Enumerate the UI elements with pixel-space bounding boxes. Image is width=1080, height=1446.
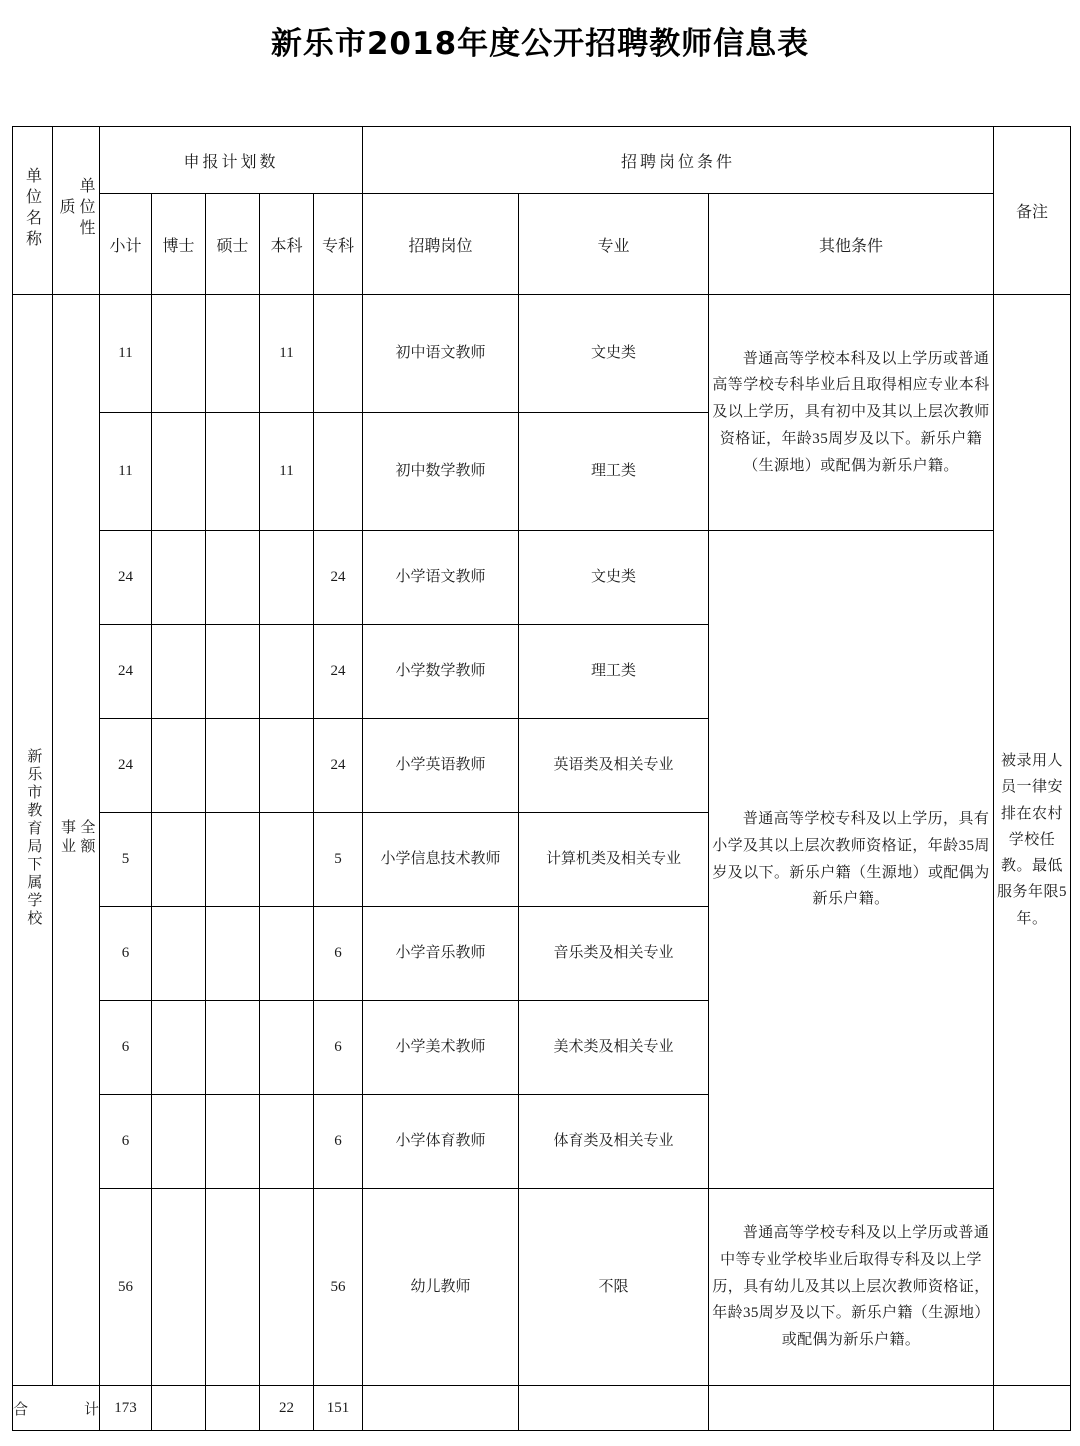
- cell-master: [206, 625, 260, 719]
- cell-subtotal: 6: [100, 1001, 152, 1095]
- table-row: [13, 1189, 1071, 1386]
- cell-master: [206, 1001, 260, 1095]
- cell-major: 不限: [519, 1189, 709, 1386]
- total-master: [206, 1386, 260, 1431]
- cell-college: 24: [314, 531, 363, 625]
- total-position: [363, 1386, 519, 1431]
- cell-condition-primary: 普通高等学校专科及以上学历，具有小学及其以上层次教师资格证，年龄35周岁及以下。新乐户籍（生源地）或配偶为新乐户籍。: [709, 531, 994, 1189]
- unit-name-value: 新乐市教育局下属学校: [25, 747, 42, 928]
- unit-nature-value: 全额事业: [59, 818, 95, 857]
- header-doctor: 博士: [152, 194, 206, 295]
- cell-major: 文史类: [519, 295, 709, 413]
- cell-doctor: [152, 1001, 206, 1095]
- table-header-row-1: [13, 127, 1071, 194]
- header-college: 专科: [314, 194, 363, 295]
- cell-college: 6: [314, 1095, 363, 1189]
- cell-doctor: [152, 719, 206, 813]
- header-other-conditions: 其他条件: [709, 194, 994, 295]
- cell-major: 理工类: [519, 625, 709, 719]
- cell-major: 理工类: [519, 413, 709, 531]
- cell-position: 小学语文教师: [363, 531, 519, 625]
- header-master: 硕士: [206, 194, 260, 295]
- cell-bachelor: [260, 719, 314, 813]
- cell-unit-name: [13, 295, 53, 1386]
- cell-college: 6: [314, 907, 363, 1001]
- header-major: 专业: [519, 194, 709, 295]
- cell-college: [314, 413, 363, 531]
- cell-bachelor: [260, 531, 314, 625]
- cell-bachelor: [260, 813, 314, 907]
- header-position: 招聘岗位: [363, 194, 519, 295]
- total-doctor: [152, 1386, 206, 1431]
- header-plan-group: 申报计划数: [100, 127, 363, 194]
- cell-major: 文史类: [519, 531, 709, 625]
- cell-remark: 被录用人员一律安排在农村学校任教。最低服务年限5年。: [994, 295, 1071, 1386]
- cell-bachelor: [260, 1095, 314, 1189]
- cell-major: 体育类及相关专业: [519, 1095, 709, 1189]
- cell-subtotal: 24: [100, 625, 152, 719]
- cell-subtotal: 11: [100, 295, 152, 413]
- cell-position: 初中数学教师: [363, 413, 519, 531]
- header-condition-group: 招聘岗位条件: [363, 127, 994, 194]
- total-major: [519, 1386, 709, 1431]
- cell-master: [206, 719, 260, 813]
- cell-bachelor: [260, 1001, 314, 1095]
- cell-position: 小学美术教师: [363, 1001, 519, 1095]
- cell-bachelor: 11: [260, 413, 314, 531]
- cell-college: 5: [314, 813, 363, 907]
- cell-college: 56: [314, 1189, 363, 1386]
- header-unit-name: [13, 127, 53, 295]
- cell-subtotal: 24: [100, 531, 152, 625]
- cell-subtotal: 24: [100, 719, 152, 813]
- cell-position: 小学体育教师: [363, 1095, 519, 1189]
- cell-unit-nature: [53, 295, 100, 1386]
- header-remark-label: 备注: [1016, 202, 1049, 221]
- cell-major: 计算机类及相关专业: [519, 813, 709, 907]
- cell-position: 幼儿教师: [363, 1189, 519, 1386]
- cell-position: 小学音乐教师: [363, 907, 519, 1001]
- cell-college: 24: [314, 625, 363, 719]
- page-title: 新乐市2018年度公开招聘教师信息表: [270, 26, 810, 62]
- cell-bachelor: 11: [260, 295, 314, 413]
- total-bachelor: 22: [260, 1386, 314, 1431]
- cell-college: 6: [314, 1001, 363, 1095]
- cell-subtotal: 6: [100, 1095, 152, 1189]
- cell-position: 初中语文教师: [363, 295, 519, 413]
- cell-doctor: [152, 531, 206, 625]
- recruitment-table-container: [12, 126, 1070, 1431]
- cell-major: 英语类及相关专业: [519, 719, 709, 813]
- cell-position: 小学英语教师: [363, 719, 519, 813]
- cell-master: [206, 813, 260, 907]
- total-remark: [994, 1386, 1071, 1431]
- cell-doctor: [152, 1189, 206, 1386]
- cell-subtotal: 56: [100, 1189, 152, 1386]
- cell-condition-kindergarten: 普通高等学校专科及以上学历或普通中等专业学校毕业后取得专科及以上学历，具有幼儿及其以上层次教师资格证，年龄35周岁及以下。新乐户籍（生源地）或配偶为新乐户籍。: [709, 1189, 994, 1386]
- total-other-conditions: [709, 1386, 994, 1431]
- cell-college: [314, 295, 363, 413]
- cell-doctor: [152, 295, 206, 413]
- header-bachelor: 本科: [260, 194, 314, 295]
- cell-master: [206, 1189, 260, 1386]
- cell-doctor: [152, 1095, 206, 1189]
- cell-condition-junior-high: 普通高等学校本科及以上学历或普通高等学校专科毕业后且取得相应专业本科及以上学历，具有初中及其以上层次教师资格证，年龄35周岁及以下。新乐户籍（生源地）或配偶为新乐户籍。: [709, 295, 994, 531]
- cell-doctor: [152, 907, 206, 1001]
- table-row: [13, 295, 1071, 413]
- cell-position: 小学信息技术教师: [363, 813, 519, 907]
- total-label: 合计: [13, 1386, 100, 1431]
- cell-subtotal: 6: [100, 907, 152, 1001]
- total-subtotal: 173: [100, 1386, 152, 1431]
- cell-college: 24: [314, 719, 363, 813]
- cell-master: [206, 1095, 260, 1189]
- cell-master: [206, 531, 260, 625]
- cell-bachelor: [260, 907, 314, 1001]
- cell-master: [206, 413, 260, 531]
- header-unit-nature: [53, 127, 100, 295]
- table-row: [13, 531, 1071, 625]
- cell-doctor: [152, 413, 206, 531]
- table-header-row-2: [13, 194, 1071, 295]
- header-subtotal: 小计: [100, 194, 152, 295]
- cell-major: 美术类及相关专业: [519, 1001, 709, 1095]
- cell-position: 小学数学教师: [363, 625, 519, 719]
- header-unit-nature-label: 单位性质: [57, 177, 96, 240]
- cell-bachelor: [260, 1189, 314, 1386]
- cell-major: 音乐类及相关专业: [519, 907, 709, 1001]
- table-total-row: [13, 1386, 1071, 1431]
- cell-doctor: [152, 813, 206, 907]
- header-unit-name-label: 单位名称: [23, 166, 43, 251]
- cell-doctor: [152, 625, 206, 719]
- total-college: 151: [314, 1386, 363, 1431]
- cell-subtotal: 5: [100, 813, 152, 907]
- cell-subtotal: 11: [100, 413, 152, 531]
- recruitment-table: [12, 126, 1071, 1431]
- cell-master: [206, 295, 260, 413]
- header-remark: [994, 127, 1071, 295]
- cell-master: [206, 907, 260, 1001]
- cell-bachelor: [260, 625, 314, 719]
